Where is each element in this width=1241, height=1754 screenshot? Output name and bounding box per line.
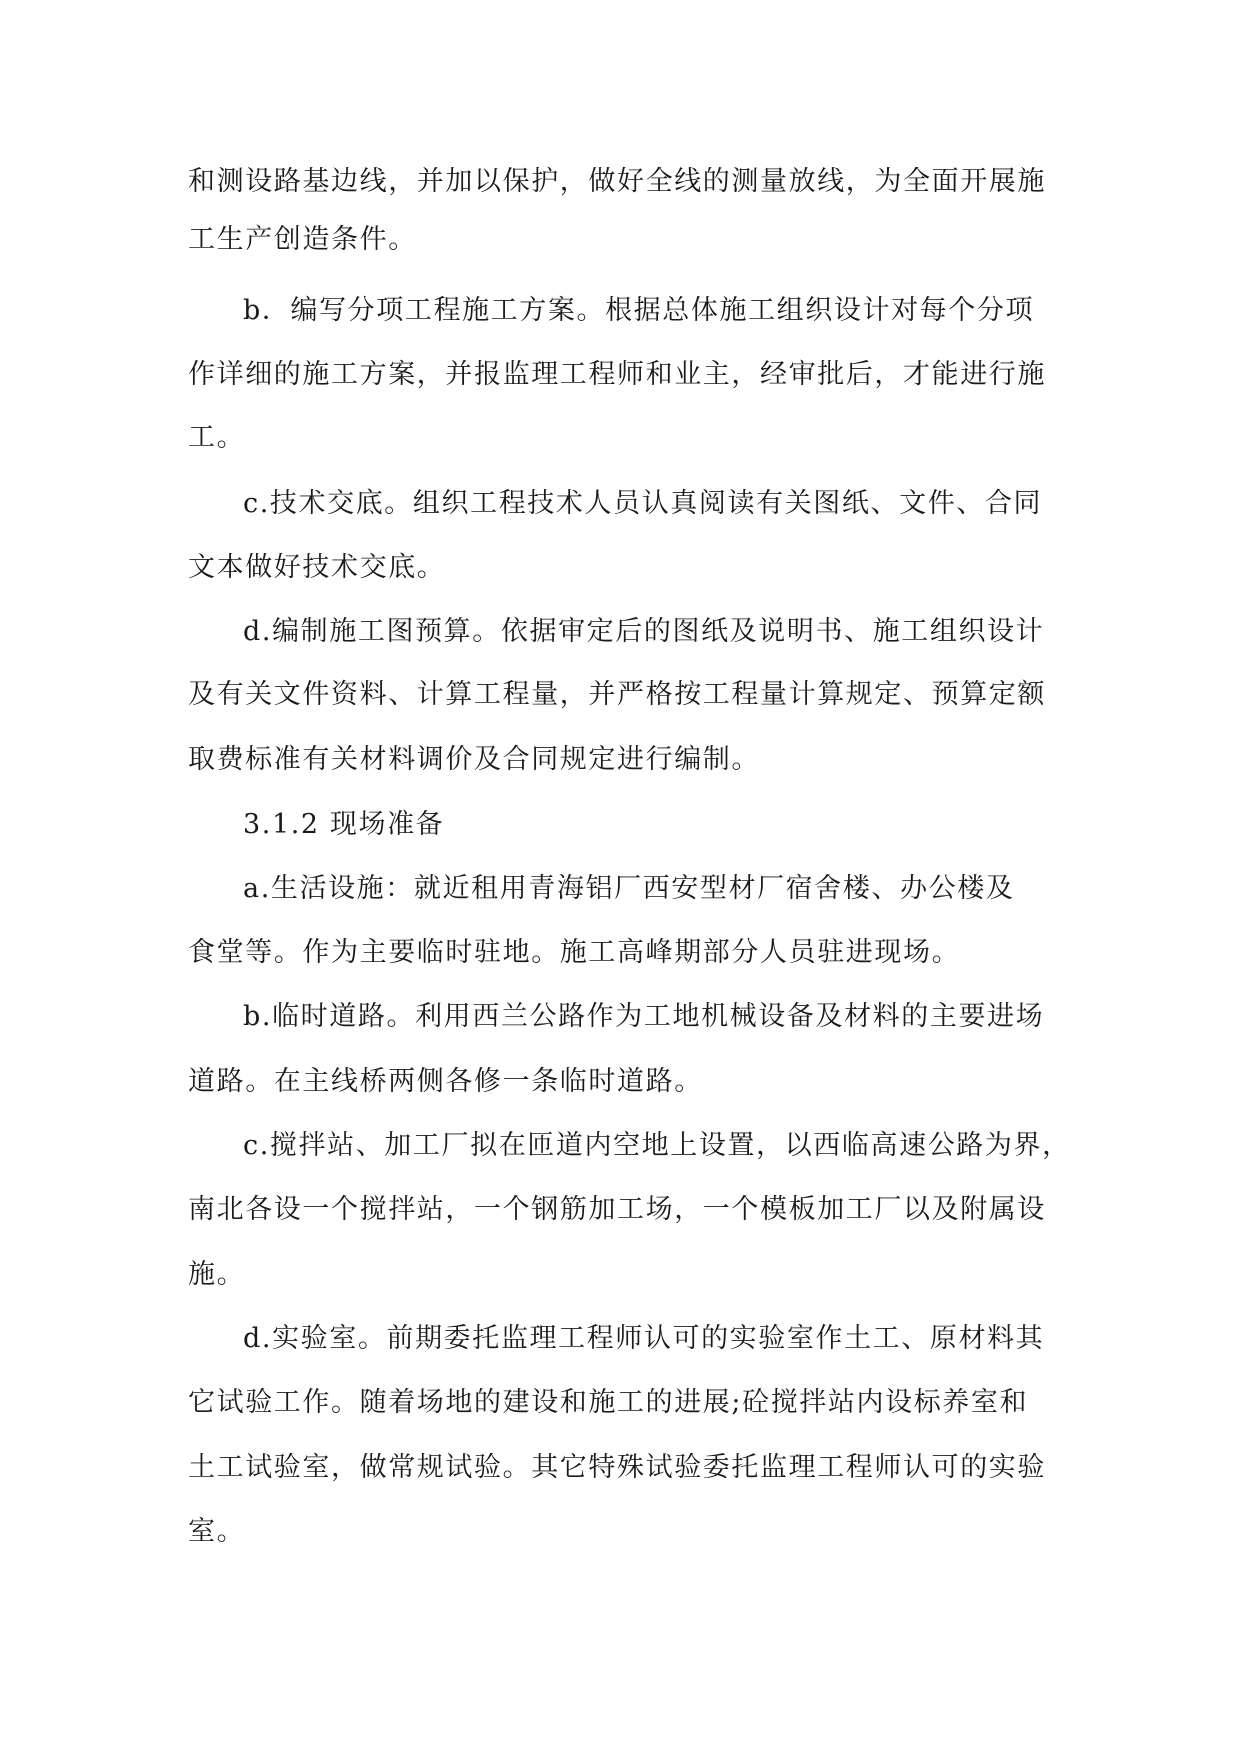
text-line: 及有关文件资料、计算工程量，并严格按工程量计算规定、预算定额 bbox=[188, 679, 1046, 710]
text-line: d.实验室。前期委托监理工程师认可的实验室作土工、原材料其 bbox=[243, 1323, 1045, 1354]
text-line: b.临时道路。利用西兰公路作为工地机械设备及材料的主要进场 bbox=[243, 1001, 1045, 1032]
text-line: 土工试验室，做常规试验。其它特殊试验委托监理工程师认可的实验 bbox=[188, 1452, 1046, 1483]
text-line: c.技术交底。组织工程技术人员认真阅读有关图纸、文件、合同 bbox=[243, 488, 1043, 519]
text-line: 施。 bbox=[188, 1259, 246, 1290]
text-line: d.编制施工图预算。依据审定后的图纸及说明书、施工组织设计 bbox=[243, 616, 1045, 647]
text-line: 工生产创造条件。 bbox=[188, 224, 417, 255]
text-line: 文本做好技术交底。 bbox=[188, 552, 446, 583]
text-line: 和测设路基边线，并加以保护，做好全线的测量放线，为全面开展施 bbox=[188, 166, 1046, 197]
text-line: 作详细的施工方案，并报监理工程师和业主，经审批后，才能进行施 bbox=[188, 359, 1046, 390]
text-line: 取费标准有关材料调价及合同规定进行编制。 bbox=[188, 744, 760, 775]
text-line: 工。 bbox=[188, 422, 246, 453]
text-line: 南北各设一个搅拌站，一个钢筋加工场，一个模板加工厂以及附属设 bbox=[188, 1194, 1046, 1225]
text-line: a.生活设施：就近租用青海铝厂西安型材厂宿舍楼、办公楼及 bbox=[243, 873, 1015, 904]
text-line: b．编写分项工程施工方案。根据总体施工组织设计对每个分项 bbox=[243, 295, 1035, 326]
text-line: 室。 bbox=[188, 1516, 246, 1547]
text-line: c.搅拌站、加工厂拟在匝道内空地上设置，以西临高速公路为界， bbox=[243, 1130, 1071, 1161]
text-line: 食堂等。作为主要临时驻地。施工高峰期部分人员驻进现场。 bbox=[188, 937, 961, 968]
text-line: 它试验工作。随着场地的建设和施工的进展;砼搅拌站内设标养室和 bbox=[188, 1387, 1029, 1418]
text-line: 道路。在主线桥两侧各修一条临时道路。 bbox=[188, 1066, 703, 1097]
text-line: 3.1.2 现场准备 bbox=[243, 809, 445, 840]
